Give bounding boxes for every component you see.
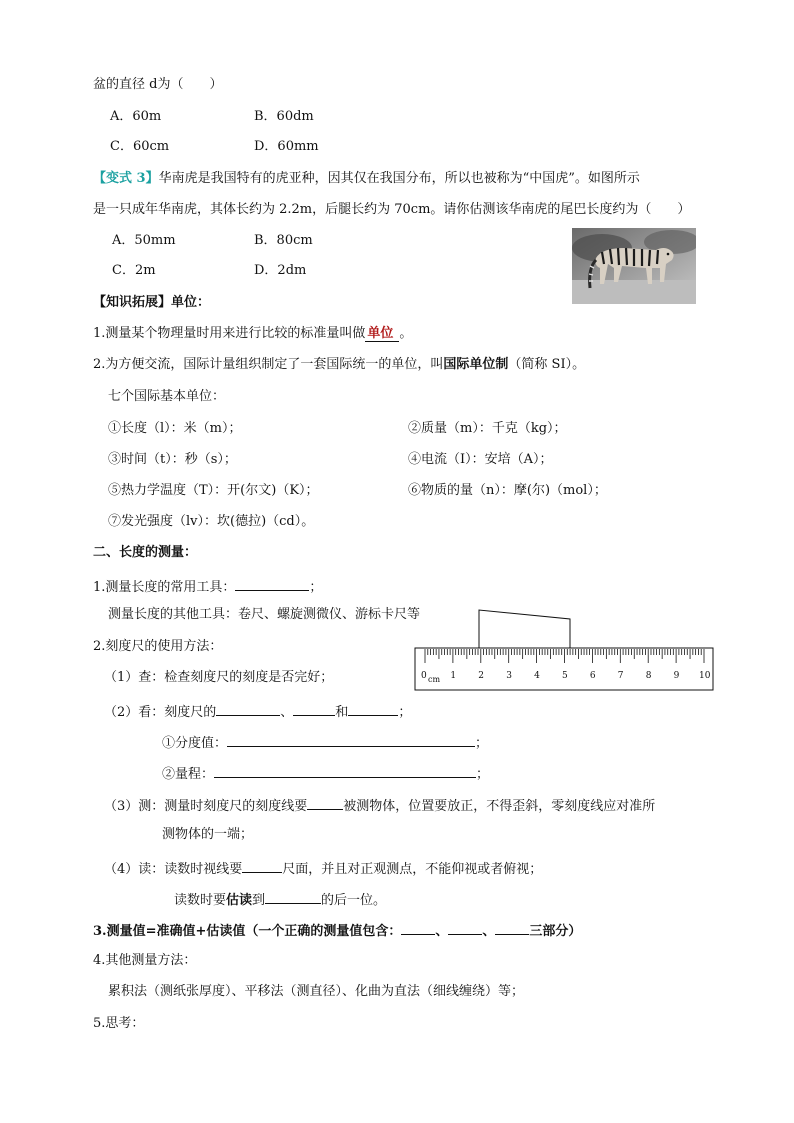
unit-temperature: ⑤热力学温度（T）：开(尔文)（K）； — [108, 483, 319, 498]
knowledge-title-rest: 单位： — [171, 295, 211, 310]
unit-length: ①长度（l）：米（m）； — [108, 421, 242, 436]
section2-l2: 2.刻度尺的使用方法： — [93, 639, 223, 654]
option-b: B．80cm — [254, 233, 313, 248]
ruler-label: 5 — [562, 671, 568, 681]
tiger-photo — [572, 228, 696, 304]
p2-text: 2.为方便交流，国际计量组织制定了一套国际统一的单位，叫 — [93, 357, 444, 372]
step-4 — [104, 858, 542, 879]
blank-range[interactable] — [214, 763, 476, 778]
blank-s4b[interactable] — [265, 889, 321, 904]
unit-amount: ⑥物质的量（n）：摩(尔)（mol）； — [408, 483, 607, 498]
s4b-text: 读数时要 — [174, 893, 227, 908]
s2a-end: ； — [475, 736, 489, 751]
unit-luminous: ⑦发光强度（lv）：坎(德拉)（cd）。 — [108, 514, 315, 529]
blank-division[interactable] — [227, 732, 475, 747]
option-a: A．60m — [110, 109, 162, 124]
section-title: 二、长度的测量： — [93, 545, 198, 560]
question-stem: 盆的直径 d为（ ） — [93, 77, 223, 92]
variant-tag: 【变式 3】 — [93, 171, 159, 186]
knowledge-bracket: 【知识拓展】 — [93, 295, 172, 310]
ruler-label: 9 — [673, 671, 680, 681]
section2-l4: 4.其他测量方法： — [93, 953, 197, 968]
s3-text: （3）测：测量时刻度尺的刻度线要 — [104, 799, 308, 814]
step-3 — [104, 795, 655, 816]
blank-l3b[interactable] — [448, 920, 482, 935]
knowledge-p2 — [93, 356, 585, 374]
ruler-label: 8 — [645, 671, 652, 681]
ruler-label: 7 — [617, 671, 624, 681]
measured-block — [479, 610, 570, 648]
section2-l3 — [93, 920, 581, 941]
ruler-diagram — [414, 606, 716, 692]
l3-text: 3.测量值=准确值+估读值（一个正确的测量值包含： — [93, 924, 402, 939]
variant-text: 华南虎是我国特有的虎亚种，因其仅在我国分布，所以也被称为“中国虎”。如图所示 — [158, 171, 640, 186]
blank-s2b[interactable] — [293, 701, 335, 716]
option-d: D．60mm — [254, 139, 319, 154]
variant3-line2: 是一只成年华南虎，其体长约为 2.2m，后腿长约为 70cm。请你估测该华南虎的尾巴长度约为（ ） — [93, 202, 691, 217]
blank-s3[interactable] — [307, 795, 343, 810]
option-d: D．2dm — [254, 263, 307, 278]
step-3-cont: 测物体的一端； — [162, 827, 254, 842]
s4-text: （4）读：读数时视线要 — [104, 862, 243, 877]
variant3-line1 — [93, 170, 640, 188]
l1-end: ； — [309, 580, 323, 595]
p1-end: 。 — [399, 326, 413, 341]
s2b-text: ②量程： — [162, 767, 215, 782]
section2-l1 — [93, 576, 322, 597]
blank-l3a[interactable] — [401, 920, 435, 935]
blank-s4[interactable] — [242, 858, 282, 873]
s4b-bold: 估读 — [226, 893, 253, 908]
unit-time: ③时间（t）：秒（s）； — [108, 452, 237, 467]
l3-end: 三部分） — [529, 924, 582, 939]
answer-unit: 单位 — [365, 326, 399, 342]
ruler-label: 4 — [534, 671, 540, 681]
option-c: C．60cm — [110, 139, 170, 154]
s4-post: 尺面，并且对正观测点，不能仰视或者俯视； — [282, 862, 543, 877]
s2b-end: ； — [476, 767, 490, 782]
s4b-mid: 到 — [252, 893, 266, 908]
l3-sep2: 、 — [482, 924, 496, 939]
s2a-text: ①分度值： — [162, 736, 228, 751]
blank-l3c[interactable] — [495, 920, 529, 935]
step-2 — [104, 701, 411, 722]
s3-post: 被测物体，位置要放正，不得歪斜，零刻度线应对准所 — [343, 799, 656, 814]
step-1: （1）查：检查刻度尺的刻度是否完好； — [104, 670, 334, 685]
unit-current: ④电流（I）：安培（A）； — [408, 452, 553, 467]
ruler-label: 1 — [450, 671, 457, 681]
blank-s2a[interactable] — [216, 701, 280, 716]
ruler-label: 10 — [699, 671, 711, 681]
step-2b — [162, 763, 489, 784]
unit-mass: ②质量（m）：千克（kg）； — [408, 421, 567, 436]
l1-text: 1.测量长度的常用工具： — [93, 580, 236, 595]
option-a: A．50mm — [112, 233, 176, 248]
units-title: 七个国际基本单位： — [108, 389, 226, 404]
s2-text: （2）看：刻度尺的 — [104, 705, 217, 720]
step-2a — [162, 732, 488, 753]
ruler-unit-label: cm — [428, 675, 441, 684]
blank-tool[interactable] — [235, 576, 309, 591]
ruler-label: 2 — [478, 671, 485, 681]
p2-end: （简称 SI）。 — [508, 357, 586, 372]
knowledge-p1 — [93, 325, 412, 343]
section2-l4b: 累积法（测纸张厚度）、平移法（测直径）、化曲为直法（细线缠绕）等； — [108, 984, 525, 999]
option-b: B．60dm — [254, 109, 314, 124]
ruler-label: 3 — [506, 671, 512, 681]
blank-s2c[interactable] — [348, 701, 398, 716]
s2-sep2: 和 — [335, 705, 349, 720]
section2-l1b: 测量长度的其他工具：卷尺、螺旋测微仪、游标卡尺等 — [108, 607, 421, 622]
ruler-label: 0 — [421, 671, 427, 681]
option-c: C．2m — [112, 263, 156, 278]
s2-end: ； — [398, 705, 412, 720]
step-4b — [174, 889, 386, 910]
s2-sep1: 、 — [280, 705, 294, 720]
knowledge-title — [93, 294, 210, 312]
section2-l5: 5.思考： — [93, 1016, 145, 1031]
s4b-post: 的后一位。 — [321, 893, 387, 908]
ruler-body — [415, 648, 713, 690]
l3-sep1: 、 — [435, 924, 449, 939]
ruler-label: 6 — [589, 671, 596, 681]
p1-text: 1.测量某个物理量时用来进行比较的标准量叫做 — [93, 326, 366, 341]
p2-bold: 国际单位制 — [443, 357, 509, 372]
